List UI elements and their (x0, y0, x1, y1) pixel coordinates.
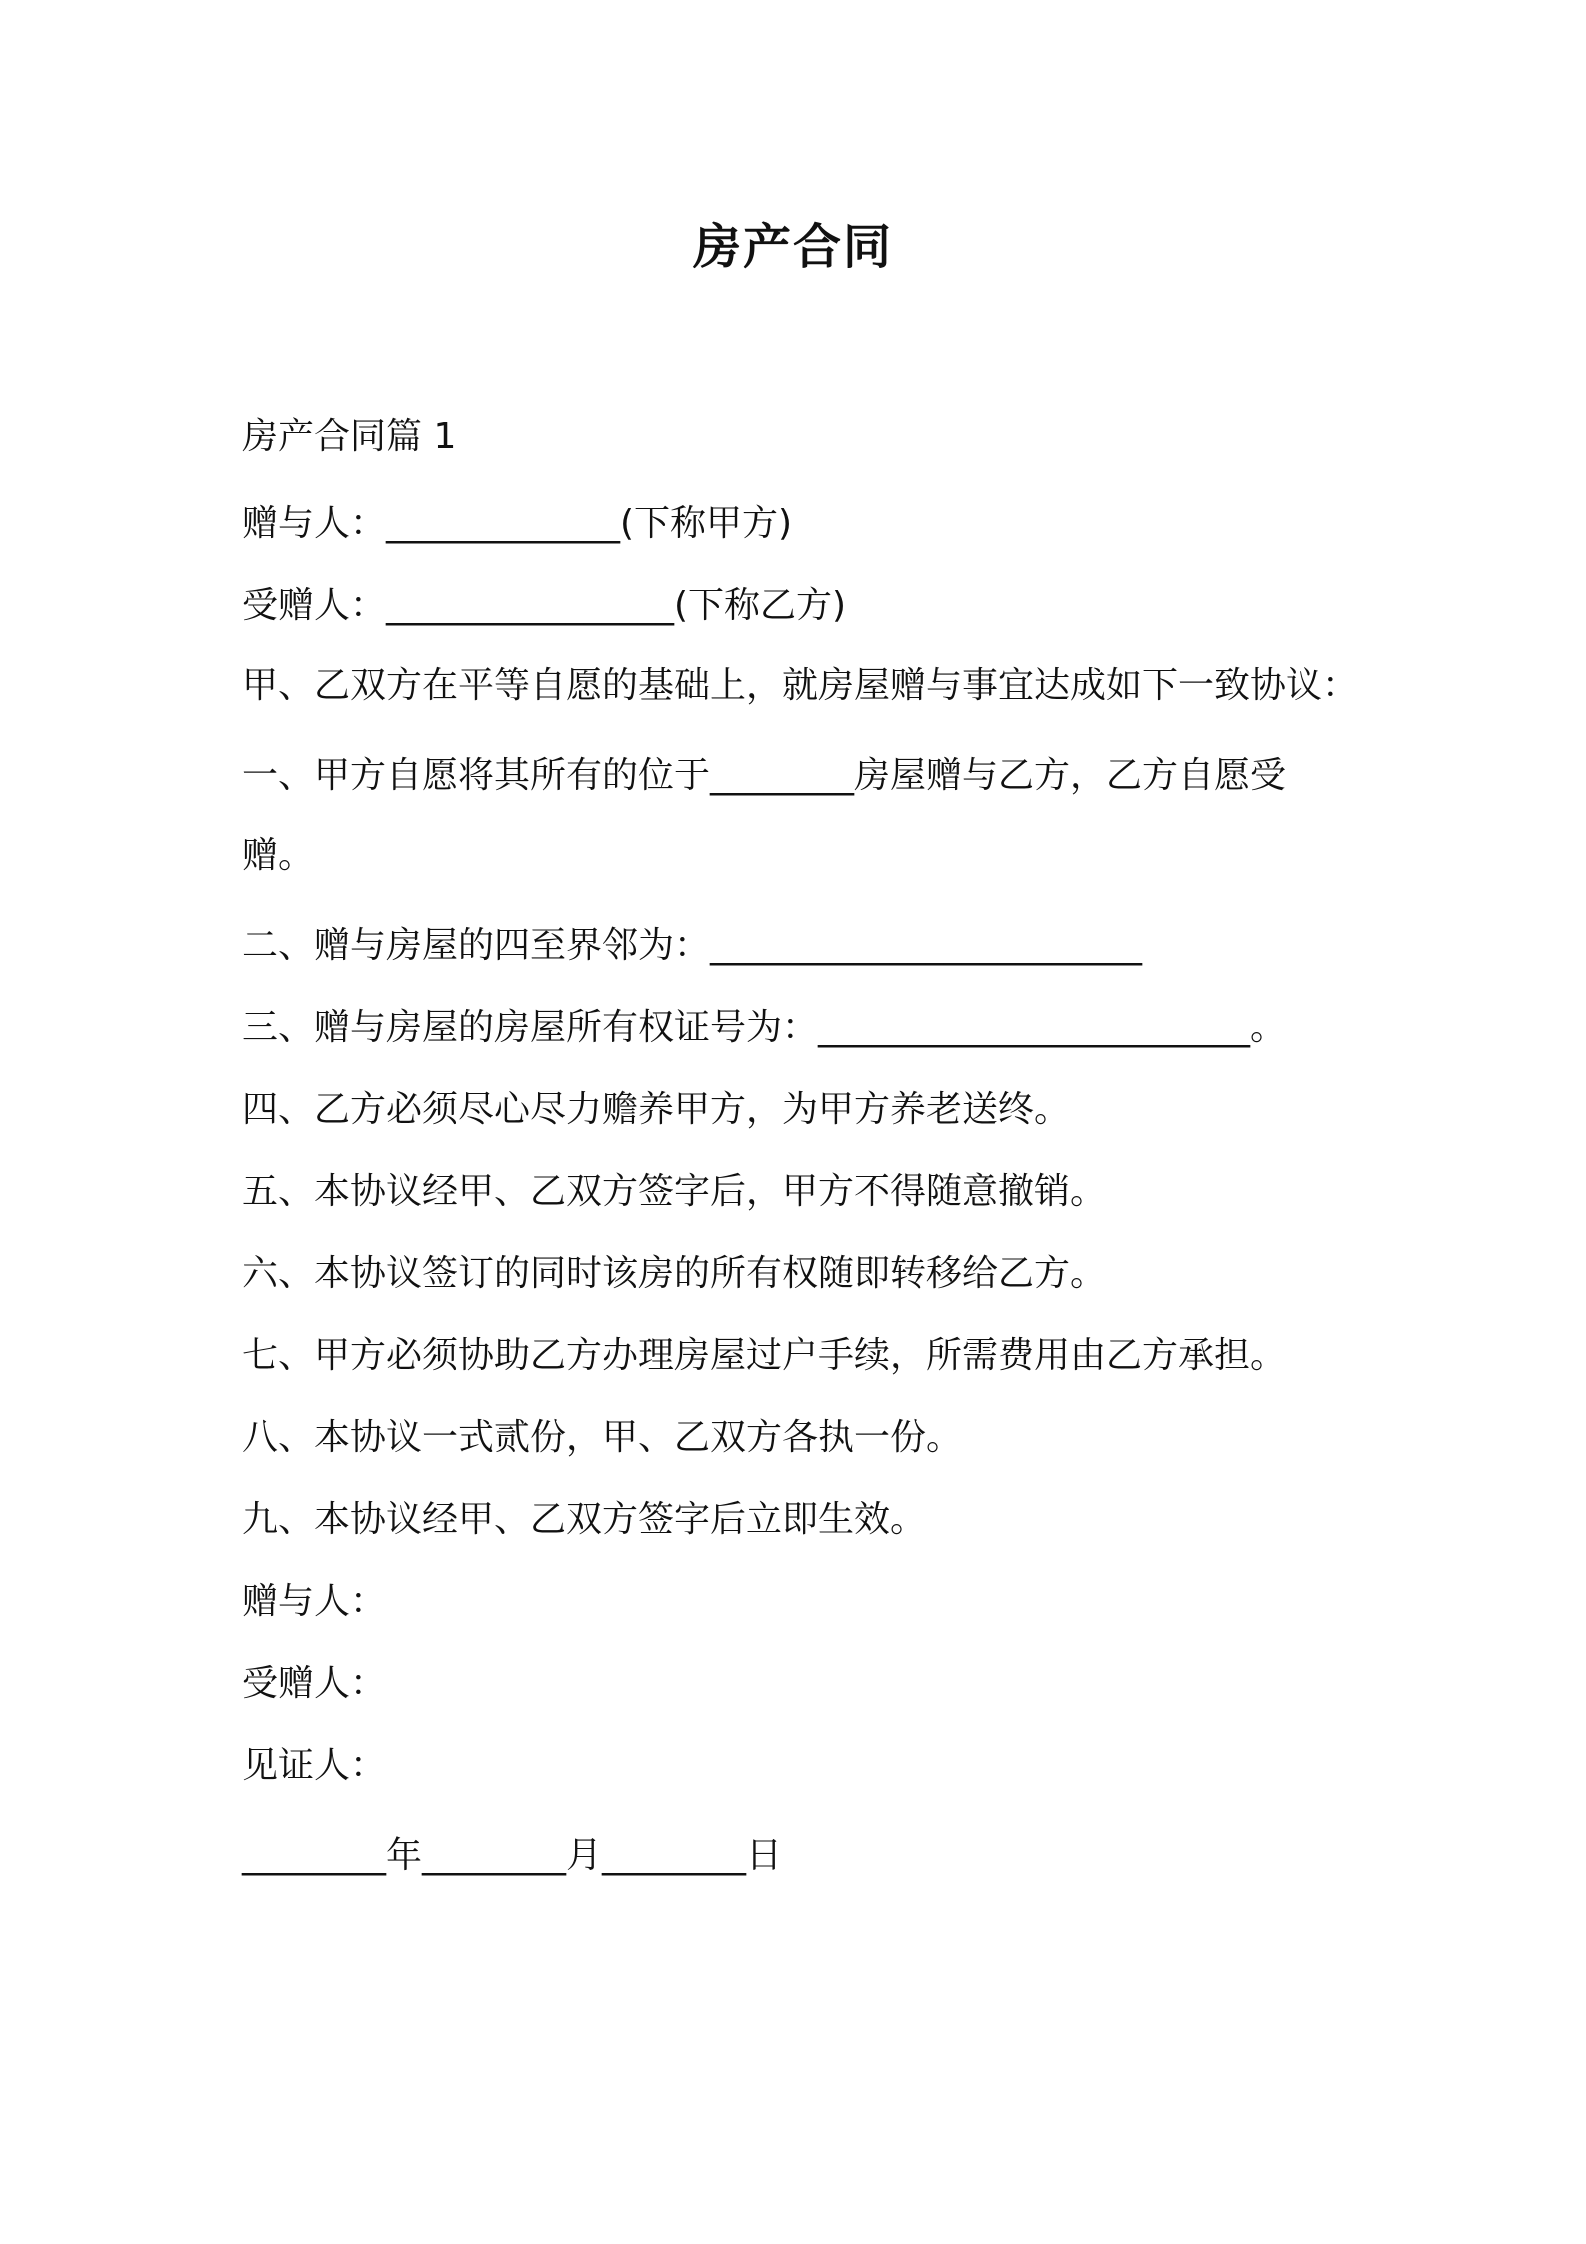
date-line: ________年________月________日 (242, 1835, 782, 1876)
witness-signature-label: 见证人： (242, 1745, 387, 1786)
clause-8: 八、本协议一式贰份，甲、乙双方各执一份。 (242, 1417, 963, 1458)
clause-6: 六、本协议签订的同时该房的所有权随即转移给乙方。 (242, 1253, 1107, 1294)
section-heading: 房产合同篇 1 (242, 416, 457, 457)
clause-2: 二、赠与房屋的四至界邻为：________________________ (242, 925, 1143, 966)
recipient-signature-label: 受赠人： (242, 1663, 387, 1704)
clause-1-continued: 赠。 (242, 835, 315, 876)
recipient-line: 受赠人：________________(下称乙方) (242, 585, 847, 626)
clause-5: 五、本协议经甲、乙双方签字后，甲方不得随意撤销。 (242, 1171, 1107, 1212)
clause-4: 四、乙方必须尽心尽力赡养甲方，为甲方养老送终。 (242, 1089, 1071, 1130)
agreement-intro: 甲、乙双方在平等自愿的基础上，就房屋赠与事宜达成如下一致协议： (242, 665, 1359, 706)
clause-1: 一、甲方自愿将其所有的位于________房屋赠与乙方，乙方自愿受 (242, 755, 1287, 796)
document-title: 房产合同 (692, 219, 893, 275)
donor-signature-label: 赠与人： (242, 1581, 387, 1622)
clause-7: 七、甲方必须协助乙方办理房屋过户手续，所需费用由乙方承担。 (242, 1335, 1287, 1376)
clause-9: 九、本协议经甲、乙双方签字后立即生效。 (242, 1499, 927, 1540)
donor-line: 赠与人：_____________(下称甲方) (242, 503, 793, 544)
clause-3: 三、赠与房屋的房屋所有权证号为：________________________。 (242, 1007, 1287, 1048)
